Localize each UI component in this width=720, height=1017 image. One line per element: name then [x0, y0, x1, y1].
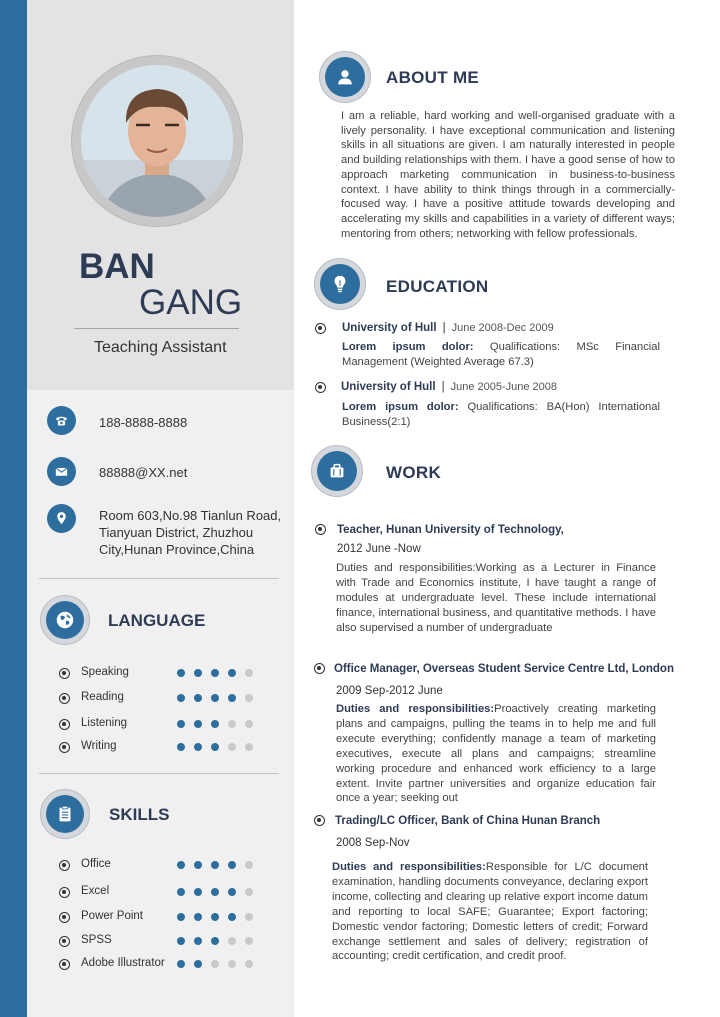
level-dot-filled	[211, 720, 219, 728]
lightbulb-icon	[320, 264, 360, 304]
level-dot-empty	[245, 694, 253, 702]
level-dot-empty	[245, 888, 253, 896]
level-dot-filled	[211, 861, 219, 869]
briefcase-icon	[317, 451, 357, 491]
level-dot-filled	[177, 694, 185, 702]
bullet-icon	[59, 668, 70, 679]
level-dot-filled	[177, 669, 185, 677]
clipboard-icon	[46, 795, 84, 833]
sidebar	[27, 0, 294, 1017]
work-detail: Duties and responsibilities:Working as a Lecturer in Finance with Trade and Economics institute, I have taught a range of modules at undergraduate level. These include international finance, international business, and quantitative methods. I have also supervised a number of undergraduate	[336, 562, 656, 634]
level-dot-filled	[194, 960, 202, 968]
last-name: GANG	[139, 283, 243, 322]
level-dot-filled	[228, 694, 236, 702]
level-dot-filled	[211, 913, 219, 921]
bullet-icon	[59, 742, 70, 753]
level-dot-filled	[177, 913, 185, 921]
level-dot-filled	[211, 937, 219, 945]
level-dot-filled	[194, 669, 202, 677]
bullet-icon	[59, 887, 70, 898]
level-dot-filled	[211, 694, 219, 702]
education-badge	[314, 258, 366, 310]
about-text: I am a reliable, hard working and well-organised graduate with a lively personality. I have exceptional communication and listening skills in all situations are given. I am naturally interested in people and building relationships with them. I have a good sense of how to approach marketing communication in business-to-business context. I have ability to think things through in a commercially-focused way. I have a positive attitude towards developing and accelerating my skills and capabilities in a variety of different ways; mentoring from others; networking with fellow professionals.	[341, 110, 675, 240]
bullet-icon	[59, 936, 70, 947]
level-dot-empty	[228, 720, 236, 728]
bullet-icon	[59, 959, 70, 970]
accent-bar	[0, 0, 27, 1017]
level-dot-empty	[245, 669, 253, 677]
bullet-icon	[314, 663, 325, 674]
education-entry-header	[341, 381, 557, 393]
work-date: 2009 Sep-2012 June	[336, 685, 443, 697]
work-badge	[311, 445, 363, 497]
education-detail: Qualifications: MSc Financial Management (Weighted Average 67.3)	[342, 341, 661, 368]
language-heading: LANGUAGE	[108, 611, 206, 630]
education-school: University of Hull	[341, 381, 436, 393]
bullet-icon	[59, 719, 70, 730]
skill-level	[177, 913, 253, 921]
level-dot-filled	[177, 888, 185, 896]
level-dot-filled	[194, 861, 202, 869]
skill-row	[59, 934, 269, 950]
phone-icon	[47, 406, 76, 435]
level-dot-filled	[177, 743, 185, 751]
language-name: Listening	[81, 717, 128, 729]
level-dot-empty	[228, 960, 236, 968]
profile-photo	[81, 65, 233, 217]
level-dot-empty	[245, 913, 253, 921]
skill-name: Excel	[81, 885, 110, 897]
level-dot-filled	[211, 888, 219, 896]
bullet-icon	[315, 382, 326, 393]
education-date: June 2005-June 2008	[450, 381, 558, 393]
bullet-icon	[315, 323, 326, 334]
education-detail: Qualifications: BA(Hon) International Business(2:1)	[342, 401, 660, 428]
level-dot-empty	[245, 861, 253, 869]
skill-name: SPSS	[81, 934, 112, 946]
work-detail: Proactively creating marketing plans and campaigns, pulling the teams in to help me and full execute everything; confidently manage a team of marketing executives, execute all plans and campaigns; streamline working procedure and enhanced work efficiency to a large extent. Invite partner universities and organize education fair once a year; seeking out	[336, 703, 656, 805]
level-dot-filled	[177, 861, 185, 869]
level-dot-filled	[194, 743, 202, 751]
language-level	[177, 743, 253, 751]
level-dot-filled	[211, 743, 219, 751]
map-pin-icon	[47, 504, 76, 533]
level-dot-filled	[194, 937, 202, 945]
skills-heading: SKILLS	[109, 805, 170, 824]
language-name: Speaking	[81, 666, 129, 678]
level-dot-filled	[211, 669, 219, 677]
level-dot-filled	[177, 960, 185, 968]
about-heading: ABOUT ME	[386, 68, 480, 87]
skill-row	[59, 858, 269, 874]
skill-name: Adobe Illustrator	[81, 957, 165, 969]
sidebar-divider	[39, 578, 279, 579]
first-name: BAN	[79, 247, 155, 286]
work-heading: WORK	[386, 463, 442, 482]
work-title: Teacher, Hunan University of Technology,	[337, 524, 564, 536]
level-dot-empty	[245, 720, 253, 728]
envelope-icon	[47, 457, 76, 486]
profile-photo-frame	[71, 55, 243, 227]
education-description	[342, 340, 660, 369]
sidebar-divider	[39, 773, 279, 774]
language-row	[59, 717, 269, 733]
work-date: 2012 June -Now	[337, 543, 421, 555]
email-address: 88888@XX.net	[99, 465, 188, 480]
about-badge	[319, 51, 371, 103]
language-row	[59, 691, 269, 707]
bullet-icon	[314, 815, 325, 826]
language-level	[177, 720, 253, 728]
level-dot-filled	[194, 888, 202, 896]
skill-name: Office	[81, 858, 111, 870]
skill-row	[59, 957, 269, 973]
language-badge	[40, 595, 90, 645]
education-heading: EDUCATION	[386, 277, 489, 296]
language-row	[59, 740, 269, 756]
level-dot-filled	[228, 888, 236, 896]
skills-badge	[40, 789, 90, 839]
level-dot-empty	[228, 937, 236, 945]
user-icon	[325, 57, 365, 97]
education-school: University of Hull	[342, 322, 437, 334]
work-description	[336, 702, 656, 806]
education-separator: |	[442, 322, 446, 334]
education-entry-header	[342, 322, 554, 334]
education-date: June 2008-Dec 2009	[451, 322, 554, 334]
bullet-icon	[315, 524, 326, 535]
level-dot-empty	[245, 743, 253, 751]
language-name: Reading	[81, 691, 124, 703]
work-title: Trading/LC Officer, Bank of China Hunan Branch	[335, 815, 601, 827]
level-dot-filled	[177, 720, 185, 728]
language-level	[177, 694, 253, 702]
language-name: Writing	[81, 740, 117, 752]
level-dot-filled	[194, 720, 202, 728]
skill-row	[59, 885, 269, 901]
education-label: Lorem ipsum dolor:	[342, 341, 474, 353]
work-title: Office Manager, Overseas Student Service Centre Ltd, London	[334, 663, 674, 675]
work-description	[336, 561, 656, 636]
education-separator: |	[441, 381, 445, 393]
work-date: 2008 Sep-Nov	[336, 837, 410, 849]
language-level	[177, 669, 253, 677]
level-dot-empty	[245, 960, 253, 968]
globe-icon	[46, 601, 84, 639]
bullet-icon	[59, 693, 70, 704]
phone-number: 188-8888-8888	[99, 415, 188, 430]
skill-level	[177, 937, 253, 945]
level-dot-empty	[211, 960, 219, 968]
address-line-2: Tianyuan District, Zhuzhou	[99, 525, 254, 540]
skill-level	[177, 888, 253, 896]
level-dot-filled	[228, 861, 236, 869]
skill-level	[177, 960, 253, 968]
bullet-icon	[59, 912, 70, 923]
work-detail: Responsible for L/C document examination, handling documents conveyance, declaring export income, collecting and clearing up relative export income datum and reporting to local SAFE; Guarantee; Export factoring; Domestic vendor factoring; Domestic letters of credit; Forward exchange settlement and sales of delivery; registration of accounting; credit certification, and credit proof.	[332, 861, 648, 963]
level-dot-empty	[245, 937, 253, 945]
level-dot-filled	[194, 913, 202, 921]
skill-name: Power Point	[81, 910, 144, 922]
education-description	[342, 400, 660, 429]
name-divider	[74, 328, 239, 329]
education-label: Lorem ipsum dolor:	[342, 401, 459, 413]
work-description	[332, 860, 648, 964]
level-dot-filled	[228, 913, 236, 921]
bullet-icon	[59, 860, 70, 871]
level-dot-filled	[194, 694, 202, 702]
language-row	[59, 666, 269, 682]
level-dot-filled	[228, 669, 236, 677]
work-label: Duties and responsibilities:	[336, 703, 495, 715]
level-dot-empty	[228, 743, 236, 751]
address-line-1: Room 603,No.98 Tianlun Road,	[99, 508, 282, 523]
work-label: Duties and responsibilities:	[332, 861, 486, 873]
job-title: Teaching Assistant	[94, 339, 227, 356]
level-dot-filled	[177, 937, 185, 945]
skill-row	[59, 910, 269, 926]
address-line-3: City,Hunan Province,China	[99, 542, 255, 557]
skill-level	[177, 861, 253, 869]
